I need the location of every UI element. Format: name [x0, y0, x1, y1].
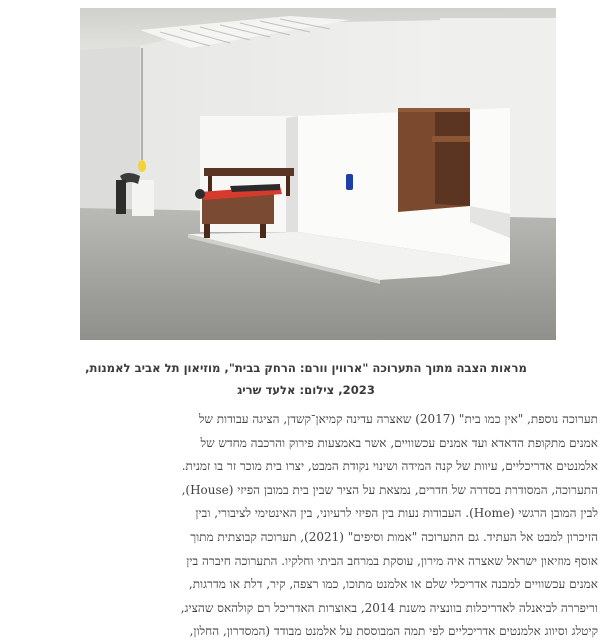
caption-line-1: מראות הצבה מתוך התערוכה "ארווין וורם: הרחק בבית", מוזיאון תל אביב לאמנות,: [85, 361, 527, 375]
article-line: אלמנטים אדריכליים, עיוות של קנה המידה ושינוי נקודת המבט, יצרו בית מוכר זר בו זמנית.: [181, 459, 598, 474]
article-line: לבין המובן הרגשי (Home). העבודות נעות בין הפיזי לרעיוני, בין האינטימי לציבורי, ובין: [195, 506, 598, 521]
installation-photo: [80, 8, 556, 340]
article-line: אמנים מתקופת הדאדא ועד אמנים עכשוויים, אשר באמצעות פירוק והרכבה מחדש של: [200, 435, 598, 450]
article-line: קיטלג וסיווג אלמנטים אדריכליים לפי תמה המבוססת על אלמנט מבודד (המסדרון, החלון,: [189, 624, 598, 639]
article-line: וריפררה לביאנלה לאדריכלות בוונציה משנת 2014, באוצרות האדריכל רם קולהאס שהציג,: [180, 600, 598, 615]
article-line: הזיכרון למבט אל העתיד. גם התערוכה "אמות וסיפים" (2021), תערוכה קבוצתית מתוך: [190, 529, 598, 544]
article-line: אוסף מוזיאון ישראל שאצרה איה מירון, עוסקת במרחב הביתי וחלקיו. התערוכה חיברה בין: [186, 553, 598, 568]
gallery-installation-photo-icon: [80, 8, 556, 340]
article-body: [18, 408, 598, 644]
article-line: תערוכה נוספת, "אין כמו בית" (2017) שאצרה עדינה קמיאן־קשדן, הציגה עבודות של: [198, 412, 598, 426]
caption-line-2: 2023, צילום: אלעד שריג: [237, 383, 375, 397]
photo-caption: [40, 357, 572, 401]
article-line: אמנים עכשוויים למבנה אדריכלי שלם או אלמנט מתוכו, כמו רצפה, קיר, דלת או מדרגות,: [188, 577, 598, 592]
article-line: התערוכה, המסודרת בסדרה של חדרים, נמצאת על הציר שבין בית במובן הפיזי (House),: [181, 482, 598, 497]
